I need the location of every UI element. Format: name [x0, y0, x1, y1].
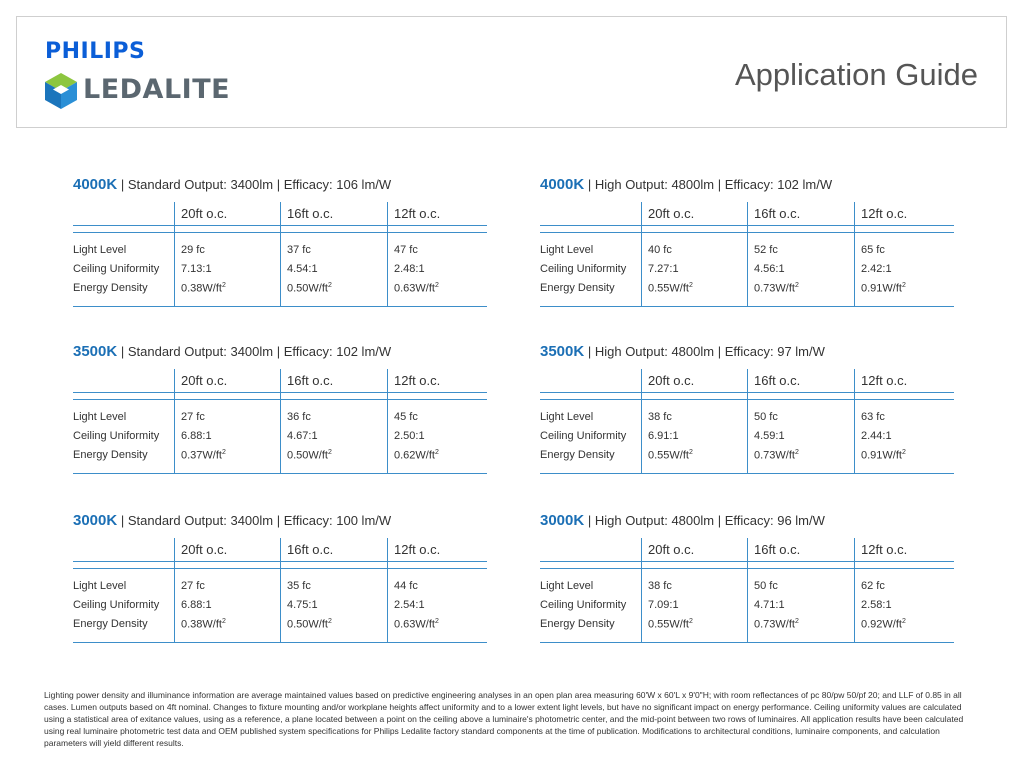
page-title: Application Guide — [735, 57, 978, 92]
cell-value: 62 fc — [861, 580, 885, 592]
cell-value: 2.48:1 — [394, 263, 425, 275]
cell-value: 4.71:1 — [754, 599, 785, 611]
spec-table — [73, 369, 487, 475]
spec-table — [540, 369, 954, 475]
cell-value: 52 fc — [754, 244, 778, 256]
unit-superscript: 2 — [794, 282, 799, 289]
cell-value: 4.54:1 — [287, 263, 318, 275]
row-label: Ceiling Uniformity — [73, 263, 160, 275]
block-heading — [73, 343, 487, 365]
table-cell — [181, 430, 212, 442]
column-header: 12ft o.c. — [394, 373, 441, 388]
cell-value: 0.38W/ft — [181, 618, 222, 631]
efficacy-label: Efficacy: 97 lm/W — [724, 344, 825, 359]
column-divider — [387, 202, 388, 306]
row-label: Energy Density — [73, 449, 148, 461]
spec-table — [540, 202, 954, 308]
separator: | — [587, 513, 592, 528]
cell-value: 65 fc — [861, 244, 885, 256]
cell-value: 2.44:1 — [861, 430, 892, 442]
table-cell — [181, 618, 226, 631]
table-cell — [754, 430, 785, 442]
block-heading — [73, 176, 487, 198]
row-label: Energy Density — [540, 449, 615, 461]
row-label: Light Level — [73, 411, 127, 423]
table-cell — [861, 263, 892, 275]
column-header: 20ft o.c. — [648, 206, 695, 221]
row-label: Ceiling Uniformity — [540, 263, 627, 275]
unit-superscript: 2 — [221, 282, 226, 289]
column-header: 12ft o.c. — [861, 206, 908, 221]
column-divider — [747, 369, 748, 473]
cell-value: 7.09:1 — [648, 599, 679, 611]
cct-label: 3000K — [73, 512, 118, 529]
cell-value: 2.42:1 — [861, 263, 892, 275]
table-cell — [648, 580, 672, 592]
cell-value: 0.92W/ft — [861, 618, 902, 631]
table-cell — [648, 411, 672, 423]
unit-superscript: 2 — [221, 449, 226, 456]
cell-value: 6.91:1 — [648, 430, 679, 442]
output-label: Standard Output: 3400lm — [127, 177, 274, 192]
table-cell — [287, 263, 318, 275]
unit-superscript: 2 — [327, 618, 332, 625]
block-heading — [540, 176, 954, 198]
efficacy-label: Efficacy: 100 lm/W — [283, 513, 392, 528]
unit-superscript: 2 — [688, 449, 693, 456]
footnote: Lighting power density and illuminance information are average maintained values based on predictive engineering analyses in an open plan area measuring 60'W x 60'L x 9'0"H; with room reflectances of pc 80/pw 50/pf 20; and LLF of 0.85 in all cases. Lumen outputs based on 4ft nominal. Changes to fixture mounting and/or workplane heights affect uniformity and to a lower extent light levels, but have no significant impact on energy performance. Ceiling uniformity values are calculated using a statistical area of exitance values, using as a reference, a plane located between a point on the ceiling above a luminaire's photometric center, and the mid-point between two rows of luminaires. All application results have been calculated using real luminaire photometric test data and OEM published system specifications for Philips Ledalite factory standard components at the time of publication. Modifications to architectural conditions, luminaire components, and calculation parameters will yield different results. — [44, 690, 964, 748]
separator: | — [120, 177, 125, 192]
cell-value: 2.50:1 — [394, 430, 425, 442]
table-cell — [287, 449, 332, 462]
cct-label: 3500K — [540, 343, 585, 360]
column-divider — [854, 369, 855, 473]
header-banner — [16, 16, 1007, 128]
table-rule — [73, 642, 487, 643]
table-cell — [394, 263, 425, 275]
cell-value: 4.67:1 — [287, 430, 318, 442]
table-cell — [861, 599, 892, 611]
separator: | — [120, 513, 125, 528]
table-cell — [861, 449, 906, 462]
block-heading — [73, 512, 487, 534]
cell-value: 0.37W/ft — [181, 449, 222, 462]
column-header: 12ft o.c. — [861, 542, 908, 557]
table-rule — [73, 306, 487, 307]
cell-value: 4.75:1 — [287, 599, 318, 611]
column-header: 16ft o.c. — [754, 542, 801, 557]
spec-block — [540, 512, 954, 644]
column-divider — [387, 538, 388, 642]
table-cell — [394, 282, 439, 295]
column-header: 20ft o.c. — [181, 373, 228, 388]
row-label: Light Level — [73, 580, 127, 592]
column-divider — [387, 369, 388, 473]
cell-value: 0.50W/ft — [287, 618, 328, 631]
table-cell — [648, 263, 679, 275]
table-cell — [754, 244, 778, 256]
unit-superscript: 2 — [434, 618, 439, 625]
row-label: Energy Density — [73, 282, 148, 294]
table-cell — [394, 618, 439, 631]
cell-value: 0.73W/ft — [754, 282, 795, 295]
row-label: Energy Density — [540, 618, 615, 630]
table-cell — [394, 430, 425, 442]
output-label: Standard Output: 3400lm — [127, 513, 274, 528]
cell-value: 0.73W/ft — [754, 618, 795, 631]
separator: | — [276, 177, 281, 192]
cell-value: 40 fc — [648, 244, 672, 256]
separator: | — [717, 344, 722, 359]
cell-value: 45 fc — [394, 411, 418, 423]
table-cell — [394, 449, 439, 462]
column-divider — [174, 369, 175, 473]
unit-superscript: 2 — [688, 282, 693, 289]
unit-superscript: 2 — [221, 618, 226, 625]
column-header: 12ft o.c. — [394, 206, 441, 221]
column-divider — [280, 202, 281, 306]
table-cell — [181, 282, 226, 295]
column-header: 16ft o.c. — [754, 373, 801, 388]
cell-value: 4.56:1 — [754, 263, 785, 275]
unit-superscript: 2 — [688, 618, 693, 625]
cell-value: 7.13:1 — [181, 263, 212, 275]
row-label: Light Level — [540, 580, 594, 592]
table-cell — [861, 244, 885, 256]
column-header: 20ft o.c. — [181, 542, 228, 557]
row-label: Energy Density — [540, 282, 615, 294]
cct-label: 4000K — [540, 176, 585, 193]
table-cell — [861, 430, 892, 442]
table-rule — [540, 306, 954, 307]
spec-table — [73, 202, 487, 308]
cct-label: 3000K — [540, 512, 585, 529]
efficacy-label: Efficacy: 102 lm/W — [724, 177, 833, 192]
table-cell — [181, 244, 205, 256]
cell-value: 2.58:1 — [861, 599, 892, 611]
row-label: Ceiling Uniformity — [540, 599, 627, 611]
row-label: Light Level — [540, 244, 594, 256]
separator: | — [717, 177, 722, 192]
cell-value: 4.59:1 — [754, 430, 785, 442]
table-cell — [394, 244, 418, 256]
column-header: 20ft o.c. — [648, 542, 695, 557]
philips-logo: PHILIPS — [45, 39, 146, 64]
spec-table — [540, 538, 954, 644]
cell-value: 36 fc — [287, 411, 311, 423]
table-cell — [754, 580, 778, 592]
column-divider — [280, 369, 281, 473]
spec-table — [73, 538, 487, 644]
cell-value: 44 fc — [394, 580, 418, 592]
cell-value: 7.27:1 — [648, 263, 679, 275]
table-rule — [540, 642, 954, 643]
cct-label: 3500K — [73, 343, 118, 360]
spec-block — [540, 176, 954, 308]
table-rule — [540, 473, 954, 474]
row-label: Ceiling Uniformity — [540, 430, 627, 442]
cell-value: 50 fc — [754, 411, 778, 423]
cell-value: 0.73W/ft — [754, 449, 795, 462]
table-cell — [754, 282, 799, 295]
column-header: 12ft o.c. — [861, 373, 908, 388]
cell-value: 27 fc — [181, 580, 205, 592]
table-cell — [754, 599, 785, 611]
table-cell — [648, 282, 693, 295]
table-cell — [861, 618, 906, 631]
separator: | — [717, 513, 722, 528]
table-cell — [648, 618, 693, 631]
unit-superscript: 2 — [434, 449, 439, 456]
cell-value: 29 fc — [181, 244, 205, 256]
table-cell — [287, 580, 311, 592]
cell-value: 0.63W/ft — [394, 618, 435, 631]
column-divider — [854, 538, 855, 642]
column-header: 16ft o.c. — [287, 373, 334, 388]
column-header: 12ft o.c. — [394, 542, 441, 557]
cell-value: 0.91W/ft — [861, 449, 902, 462]
column-header: 16ft o.c. — [287, 206, 334, 221]
row-label: Energy Density — [73, 618, 148, 630]
cell-value: 0.50W/ft — [287, 282, 328, 295]
row-label: Light Level — [73, 244, 127, 256]
column-divider — [854, 202, 855, 306]
table-cell — [754, 411, 778, 423]
cell-value: 0.62W/ft — [394, 449, 435, 462]
column-header: 16ft o.c. — [754, 206, 801, 221]
cell-value: 27 fc — [181, 411, 205, 423]
table-cell — [754, 263, 785, 275]
cell-value: 0.63W/ft — [394, 282, 435, 295]
table-cell — [861, 282, 906, 295]
unit-superscript: 2 — [901, 618, 906, 625]
table-cell — [287, 411, 311, 423]
row-label: Ceiling Uniformity — [73, 430, 160, 442]
output-label: Standard Output: 3400lm — [127, 344, 274, 359]
table-cell — [287, 244, 311, 256]
table-cell — [861, 580, 885, 592]
table-cell — [287, 430, 318, 442]
table-cell — [394, 580, 418, 592]
unit-superscript: 2 — [794, 449, 799, 456]
cell-value: 35 fc — [287, 580, 311, 592]
cell-value: 38 fc — [648, 411, 672, 423]
separator: | — [587, 344, 592, 359]
ledalite-logo-icon — [45, 73, 77, 109]
table-cell — [394, 411, 418, 423]
cell-value: 63 fc — [861, 411, 885, 423]
column-divider — [641, 538, 642, 642]
separator: | — [587, 177, 592, 192]
cell-value: 0.91W/ft — [861, 282, 902, 295]
column-divider — [280, 538, 281, 642]
cell-value: 0.55W/ft — [648, 618, 689, 631]
cell-value: 0.38W/ft — [181, 282, 222, 295]
column-divider — [641, 369, 642, 473]
cell-value: 6.88:1 — [181, 430, 212, 442]
row-label: Ceiling Uniformity — [73, 599, 160, 611]
cell-value: 6.88:1 — [181, 599, 212, 611]
efficacy-label: Efficacy: 96 lm/W — [724, 513, 825, 528]
cell-value: 0.55W/ft — [648, 282, 689, 295]
column-divider — [747, 538, 748, 642]
separator: | — [276, 513, 281, 528]
table-cell — [181, 449, 226, 462]
column-divider — [747, 202, 748, 306]
unit-superscript: 2 — [434, 282, 439, 289]
table-cell — [181, 411, 205, 423]
column-header: 20ft o.c. — [648, 373, 695, 388]
ledalite-logo-text: LEDALITE — [83, 74, 231, 105]
block-heading — [540, 343, 954, 365]
unit-superscript: 2 — [901, 449, 906, 456]
column-divider — [174, 538, 175, 642]
table-cell — [648, 599, 679, 611]
spec-block — [73, 512, 487, 644]
separator: | — [120, 344, 125, 359]
column-divider — [174, 202, 175, 306]
table-cell — [754, 449, 799, 462]
table-cell — [181, 599, 212, 611]
cell-value: 47 fc — [394, 244, 418, 256]
table-cell — [394, 599, 425, 611]
output-label: High Output: 4800lm — [594, 344, 715, 359]
spec-block — [73, 176, 487, 308]
table-cell — [287, 282, 332, 295]
cell-value: 0.55W/ft — [648, 449, 689, 462]
cell-value: 38 fc — [648, 580, 672, 592]
table-cell — [287, 618, 332, 631]
block-heading — [540, 512, 954, 534]
table-rule — [73, 473, 487, 474]
table-cell — [287, 599, 318, 611]
cell-value: 2.54:1 — [394, 599, 425, 611]
table-cell — [754, 618, 799, 631]
spec-block — [540, 343, 954, 475]
cct-label: 4000K — [73, 176, 118, 193]
column-header: 20ft o.c. — [181, 206, 228, 221]
separator: | — [276, 344, 281, 359]
row-label: Light Level — [540, 411, 594, 423]
unit-superscript: 2 — [901, 282, 906, 289]
cell-value: 37 fc — [287, 244, 311, 256]
efficacy-label: Efficacy: 106 lm/W — [283, 177, 392, 192]
output-label: High Output: 4800lm — [594, 177, 715, 192]
table-cell — [648, 244, 672, 256]
table-cell — [648, 430, 679, 442]
unit-superscript: 2 — [327, 282, 332, 289]
table-cell — [648, 449, 693, 462]
table-cell — [181, 263, 212, 275]
output-label: High Output: 4800lm — [594, 513, 715, 528]
unit-superscript: 2 — [327, 449, 332, 456]
efficacy-label: Efficacy: 102 lm/W — [283, 344, 392, 359]
table-cell — [181, 580, 205, 592]
column-header: 16ft o.c. — [287, 542, 334, 557]
spec-block — [73, 343, 487, 475]
cell-value: 0.50W/ft — [287, 449, 328, 462]
cell-value: 50 fc — [754, 580, 778, 592]
unit-superscript: 2 — [794, 618, 799, 625]
column-divider — [641, 202, 642, 306]
table-cell — [861, 411, 885, 423]
